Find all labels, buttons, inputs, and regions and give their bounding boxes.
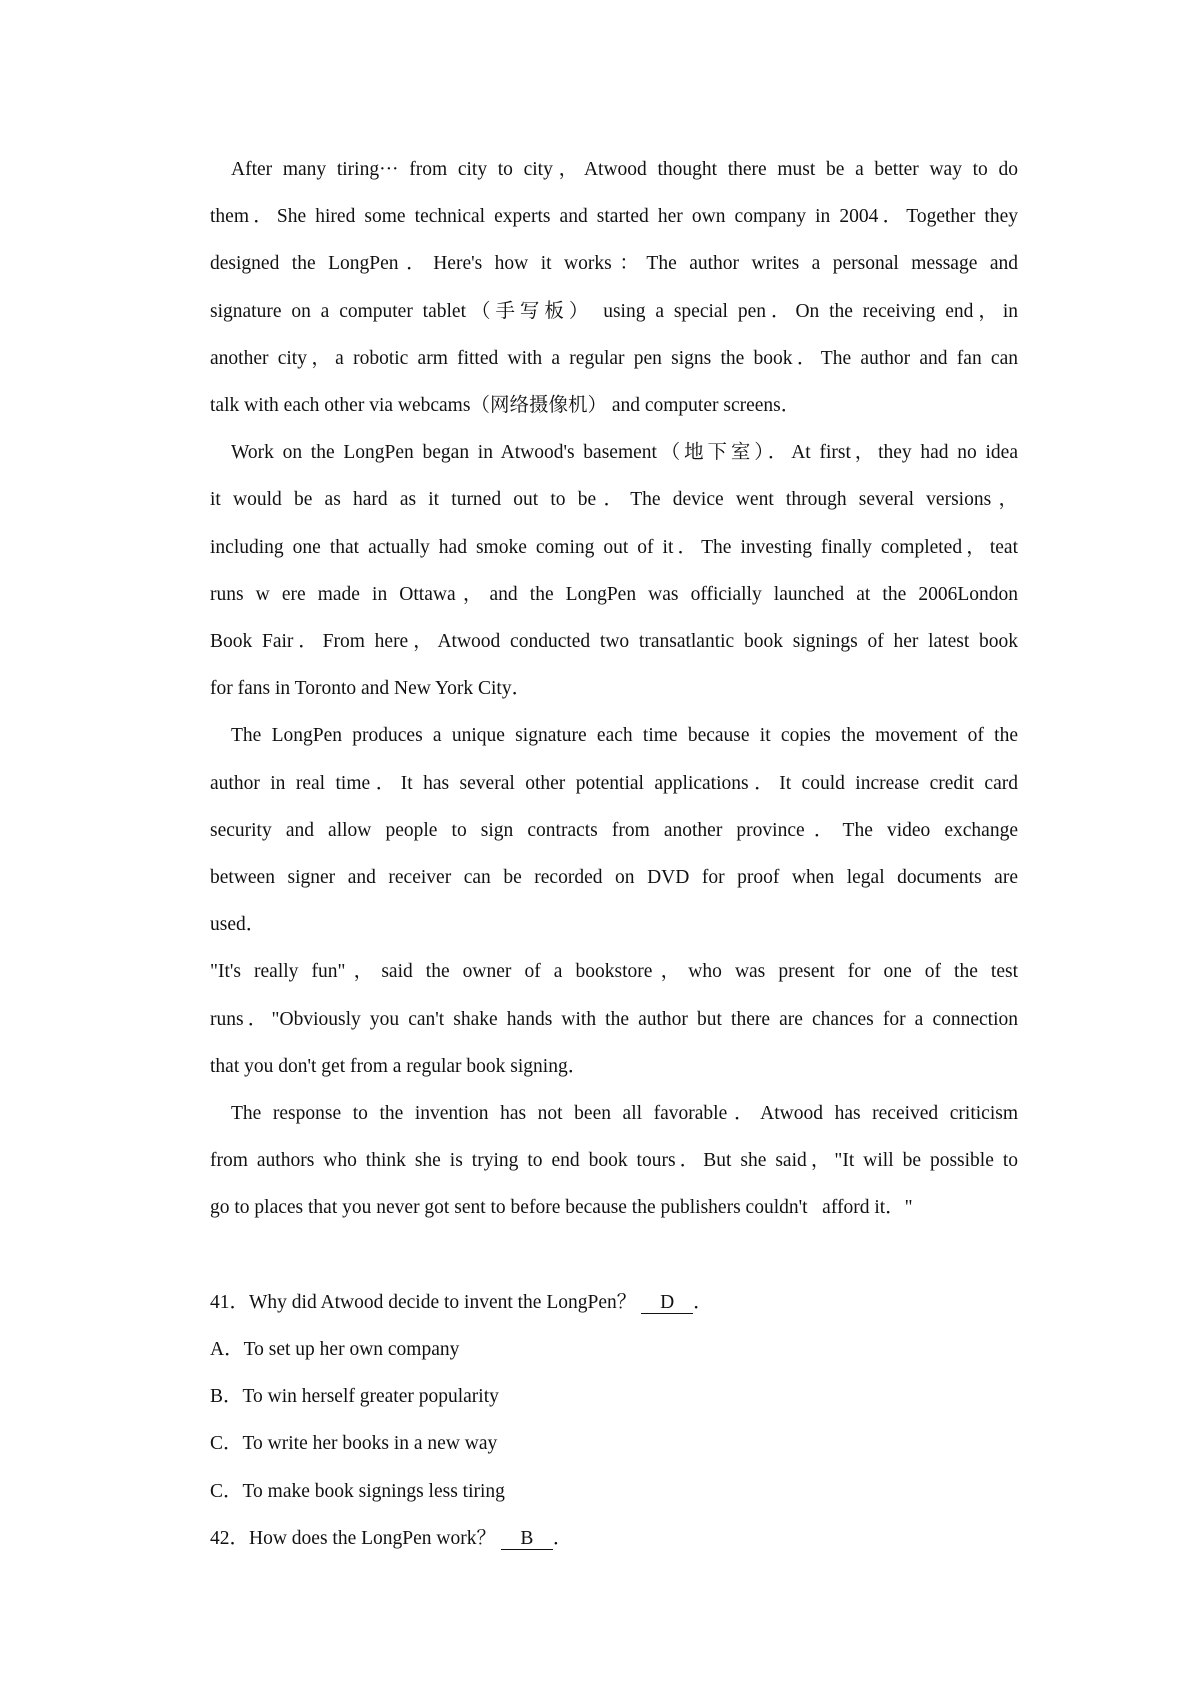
text-line: The LongPen produces a unique signature each time because it copies the movement of the	[231, 725, 1018, 747]
text-line: After many tiring··· from city to city，Atwood thought there must be a better way to do	[231, 159, 1018, 180]
text-line: Work on the LongPen began in Atwood's basement（地下室）．At first，they had no idea	[231, 442, 1018, 464]
text-line: talk with each other via webcams（网络摄像机） and computer screens．	[210, 395, 801, 417]
spacer	[210, 1232, 1018, 1279]
text-line: security and allow people to sign contracts from another province．The video exchange	[210, 819, 1018, 841]
question-number: 41．	[210, 1291, 250, 1313]
text-line: another city，a robotic arm fitted with a regular pen signs the book．The author and fan can	[210, 347, 1018, 369]
question-suffix: ．	[552, 1527, 573, 1549]
text-line: Book Fair．From here，Atwood conducted two transatlantic book signings of her latest book	[210, 631, 1018, 653]
question-42	[210, 1515, 1018, 1562]
text-line: runs w ere made in Ottawa，and the LongPen was officially launched at the 2006London	[210, 583, 1018, 605]
question-number: 42．	[210, 1527, 250, 1549]
text-line: them．She hired some technical experts and started her own company in 2004．Together they	[210, 206, 1018, 228]
text-line: go to places that you never got sent to before because the publishers couldn't afford it．"	[210, 1197, 913, 1219]
question-text: Why did Atwood decide to invent the LongPen？	[249, 1291, 637, 1313]
question-stem	[210, 1515, 1018, 1562]
option-c[interactable]: C．To write her books in a new way	[210, 1433, 498, 1455]
passage-paragraph-1	[210, 146, 1018, 429]
question-text: How does the LongPen work？	[249, 1527, 496, 1549]
text-line: it would be as hard as it turned out to be．The device went through several versions，	[210, 489, 1018, 511]
answer-blank[interactable]: D	[641, 1293, 693, 1314]
option-d[interactable]: C．To make book signings less tiring	[210, 1480, 505, 1502]
text-line: for fans in Toronto and New York City．	[210, 678, 532, 700]
text-line: used．	[210, 914, 266, 936]
passage-paragraph-3	[210, 712, 1018, 948]
answer-blank[interactable]: B	[501, 1529, 553, 1550]
passage-paragraph-2	[210, 429, 1018, 712]
text-line: author in real time．It has several other potential applications．It could increase credit card	[210, 772, 1018, 794]
document-page	[210, 146, 1018, 1562]
text-line: including one that actually had smoke coming out of it．The investing finally completed，teat	[210, 536, 1018, 558]
option-b[interactable]: B．To win herself greater popularity	[210, 1386, 499, 1408]
question-suffix: ．	[693, 1291, 713, 1313]
option-a[interactable]: A．To set up her own company	[210, 1339, 460, 1361]
question-stem	[210, 1279, 1018, 1326]
question-41	[210, 1279, 1018, 1515]
text-line: from authors who think she is trying to end book tours．But she said，"It will be possible to	[210, 1150, 1018, 1172]
text-line: runs．"Obviously you can't shake hands with the author but there are chances for a connection	[210, 1008, 1018, 1030]
text-line: that you don't get from a regular book signing．	[210, 1055, 588, 1077]
text-line: signature on a computer tablet（手写板） using a special pen．On the receiving end，in	[210, 300, 1018, 322]
passage-paragraph-4	[210, 948, 1018, 1090]
text-line: The response to the invention has not been all favorable．Atwood has received criticism	[231, 1103, 1018, 1125]
passage-paragraph-5	[210, 1090, 1018, 1232]
text-line: designed the LongPen．Here's how it works：The author writes a personal message and	[210, 253, 1018, 275]
text-line: "It's really fun"，said the owner of a bookstore，who was present for one of the test	[210, 961, 1018, 983]
text-line: between signer and receiver can be recorded on DVD for proof when legal documents are	[210, 867, 1018, 889]
